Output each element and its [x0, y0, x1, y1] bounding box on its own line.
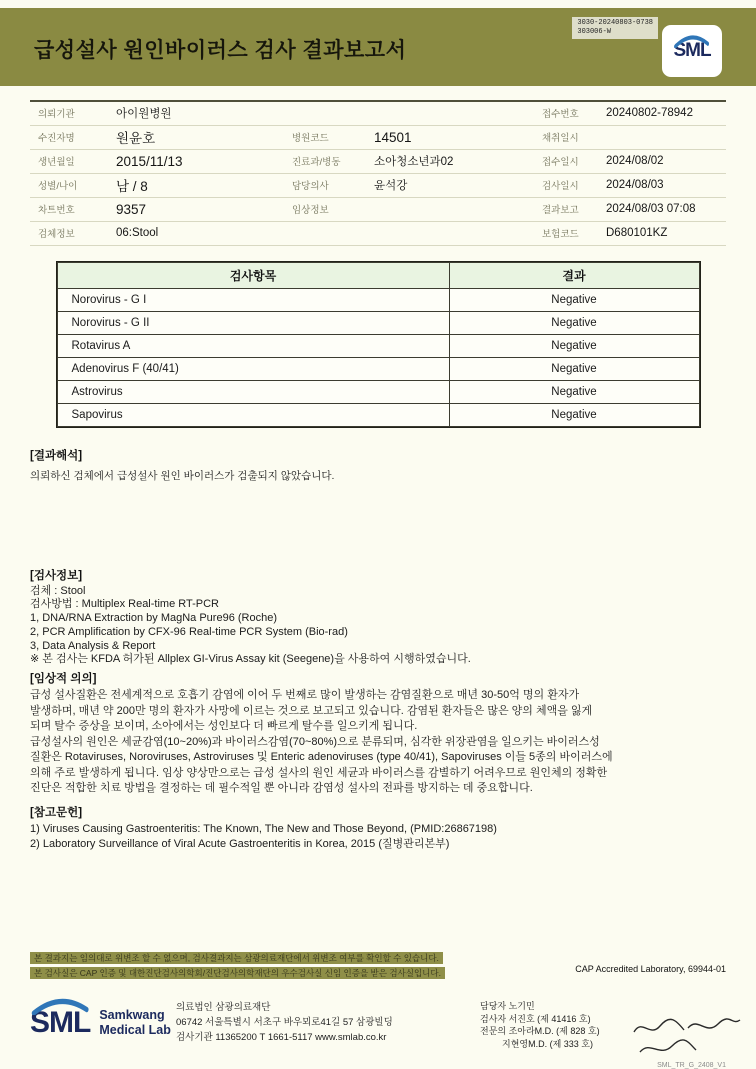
lab-name	[99, 1008, 171, 1038]
result-cell: Negative	[449, 357, 699, 380]
staff-info	[480, 1000, 600, 1050]
test-name-cell: Norovirus - G I	[57, 288, 449, 311]
results-header-row	[57, 262, 699, 288]
disclaimer-area	[30, 951, 726, 981]
signature-scribble	[626, 1014, 746, 1060]
info-row	[30, 125, 726, 149]
report-body	[0, 100, 756, 853]
info-value: 아이원병원	[108, 101, 284, 125]
logo-letters: SML	[673, 40, 711, 61]
info-label: 수진자명	[30, 125, 108, 149]
info-row	[30, 173, 726, 197]
info-value	[366, 221, 534, 245]
reference-item: 2) Laboratory Surveillance of Viral Acute Gastroenteritis in Korea, 2015 (질병관리본부)	[30, 838, 450, 851]
info-label: 성별/나이	[30, 173, 108, 197]
cap-accreditation-note: CAP Accredited Laboratory, 69944-01	[575, 964, 726, 974]
org-line: 의료법인 삼광의료재단	[176, 1002, 271, 1013]
virus-results-table	[57, 262, 700, 427]
logo-swoosh-icon	[30, 997, 90, 1015]
staff-line: 지현영M.D. (제 333 호)	[502, 1038, 593, 1049]
info-label: 생년월일	[30, 149, 108, 173]
sml-logo-badge	[662, 25, 722, 77]
logo-letters: SML	[30, 1006, 91, 1039]
result-cell: Negative	[449, 380, 699, 403]
result-cell: Negative	[449, 288, 699, 311]
footer	[30, 998, 726, 1069]
org-line: 검사기관 11365200 T 1661-5117 www.smlab.co.kr	[176, 1032, 387, 1043]
interpretation-text: 의뢰하신 검체에서 급성설사 원인 바이러스가 검출되지 않았습니다.	[30, 469, 335, 482]
test-name-cell: Adenovirus F (40/41)	[57, 357, 449, 380]
info-label: 채취일시	[534, 125, 598, 149]
sml-logo	[30, 1006, 90, 1040]
info-value: 남 / 8	[108, 173, 284, 197]
org-line: 06742 서울특별시 서초구 바우뫼로41길 57 삼광빌딩	[176, 1017, 393, 1028]
report-title: 급성설사 원인바이러스 검사 결과보고서	[34, 39, 407, 62]
disclaimer-text-2: 본 검사실은 CAP 인증 및 대한진단검사의학회/진단검사의학재단의 우수검사실 신임 인증을 받은 검사실입니다.	[30, 967, 445, 979]
test-item-header: 검사항목	[57, 262, 449, 288]
test-name-cell: Rotavirus A	[57, 334, 449, 357]
clinical-line: 급성 설사질환은 전세계적으로 호흡기 감염에 이어 두 번째로 많이 발생하는 감염질환으로 매년 30-50억 명의 환자가	[30, 689, 580, 702]
info-label	[284, 101, 366, 125]
info-label: 접수번호	[534, 101, 598, 125]
references-heading: [참고문헌]	[30, 806, 83, 819]
document-code-chip	[572, 17, 658, 39]
info-value	[366, 197, 534, 221]
info-value: 2024/08/03	[598, 173, 726, 197]
info-value: 06:Stool	[108, 221, 284, 245]
header-band	[0, 8, 756, 86]
clinical-line: 진단은 적합한 치료 방법을 결정하는 데 필수적일 뿐 아니라 감염성 설사의 전파를 방지하는 데 중요합니다.	[30, 782, 533, 795]
result-row	[57, 311, 699, 334]
info-label: 접수일시	[534, 149, 598, 173]
info-label: 의뢰기관	[30, 101, 108, 125]
info-value: 14501	[366, 125, 534, 149]
info-value: D680101KZ	[598, 221, 726, 245]
result-row	[57, 403, 699, 426]
clinical-line: 발생하며, 매년 약 200만 명의 환자가 사망에 이르는 것으로 보고되고 있습니다. 감염된 환자들은 많은 양의 체액을 잃게	[30, 704, 593, 717]
result-cell: Negative	[449, 311, 699, 334]
references-list	[30, 822, 726, 853]
interpretation-heading: [결과해석]	[30, 449, 83, 462]
test-info-heading: [검사정보]	[30, 569, 83, 582]
info-label: 보험코드	[534, 221, 598, 245]
info-value: 2024/08/02	[598, 149, 726, 173]
test-name-cell: Astrovirus	[57, 380, 449, 403]
info-row	[30, 149, 726, 173]
result-cell: Negative	[449, 403, 699, 426]
clinical-line: 되며 탈수 증상을 보이며, 소아에서는 성인보다 더 빠르게 탈수를 일으키게 됩니다.	[30, 720, 418, 733]
clinical-line: 질환은 Rotaviruses, Noroviruses, Astroviruses 및 Enteric adenoviruses (type 40/41), Sapoviruses 이들 5종의 바이러스에	[30, 751, 613, 764]
result-row	[57, 357, 699, 380]
info-label	[284, 221, 366, 245]
info-label: 검사일시	[534, 173, 598, 197]
reference-item: 1) Viruses Causing Gastroenteritis: The Known, The New and Those Beyond, (PMID:26867198)	[30, 822, 497, 835]
info-value: 소아청소년과02	[366, 149, 534, 173]
staff-line: 담당자 노기민	[480, 1001, 535, 1011]
footer-sml-logo	[30, 1006, 171, 1040]
info-value: 2015/11/13	[108, 149, 284, 173]
info-label: 병원코드	[284, 125, 366, 149]
result-header: 결과	[449, 262, 699, 288]
clinical-significance-text	[30, 688, 726, 797]
info-value	[366, 101, 534, 125]
info-value: 2024/08/03 07:08	[598, 197, 726, 221]
clinical-significance-heading: [임상적 의의]	[30, 673, 97, 686]
form-version-code: SML_TR_G_2408_V1	[657, 1062, 726, 1069]
test-info-line: 2, PCR Amplification by CFX-96 Real-time PCR System (Bio-rad)	[30, 625, 348, 638]
info-label: 차트번호	[30, 197, 108, 221]
sml-logo	[673, 40, 710, 62]
test-info-line: ※ 본 검사는 KFDA 허가된 Allplex GI-Virus Assay kit (Seegene)을 사용하여 시행하였습니다.	[30, 653, 471, 666]
info-label: 검체정보	[30, 221, 108, 245]
info-label: 결과보고	[534, 197, 598, 221]
disclaimer-text-1: 본 결과지는 임의대로 위변조 할 수 없으며, 검사결과지는 삼광의료재단에서 위변조 여부를 확인할 수 있습니다.	[30, 952, 443, 964]
lab-name-line1: Samkwang	[99, 1008, 165, 1022]
info-row	[30, 197, 726, 221]
lab-name-line2: Medical Lab	[99, 1023, 171, 1037]
test-info-line: 1, DNA/RNA Extraction by MagNa Pure96 (Roche)	[30, 612, 277, 625]
test-name-cell: Sapovirus	[57, 403, 449, 426]
test-info-line: 검체 : Stool	[30, 584, 86, 597]
result-cell: Negative	[449, 334, 699, 357]
clinical-line: 의해 주로 발생하게 됩니다. 임상 양상만으로는 급성 설사의 원인 세균과 바이러스를 감별하기 어려우므로 원인체의 정확한	[30, 766, 608, 779]
info-label: 담당의사	[284, 173, 366, 197]
info-value: 20240802-78942	[598, 101, 726, 125]
patient-info-table	[30, 100, 726, 246]
test-info-line: 검사방법 : Multiplex Real-time RT-PCR	[30, 598, 220, 611]
info-value	[598, 125, 726, 149]
info-row	[30, 221, 726, 245]
result-row	[57, 288, 699, 311]
test-info-lines	[30, 585, 726, 668]
test-name-cell: Norovirus - G II	[57, 311, 449, 334]
info-value: 원윤호	[108, 125, 284, 149]
staff-line: 전문의 조아라M.D. (제 828 호)	[480, 1026, 600, 1036]
staff-line: 검사자 서진호 (제 41416 호)	[480, 1013, 591, 1024]
info-label: 임상정보	[284, 197, 366, 221]
document-code-line1: 3030-20240803-0738	[577, 19, 653, 27]
result-row	[57, 334, 699, 357]
info-value: 9357	[108, 197, 284, 221]
clinical-line: 급성설사의 원인은 세균감염(10~20%)과 바이러스감염(70~80%)으로 분류되며, 심각한 위장관염을 일으키는 바이러스성	[30, 735, 600, 748]
result-row	[57, 380, 699, 403]
disclaimer-line-1	[30, 951, 726, 964]
document-code-line2: 303006-W	[577, 28, 611, 36]
logo-swoosh-icon	[673, 34, 710, 48]
test-info-line: 3, Data Analysis & Report	[30, 639, 156, 652]
info-row	[30, 101, 726, 125]
info-label: 진료과/병동	[284, 149, 366, 173]
info-value: 윤석강	[366, 173, 534, 197]
organization-info	[176, 1000, 393, 1045]
